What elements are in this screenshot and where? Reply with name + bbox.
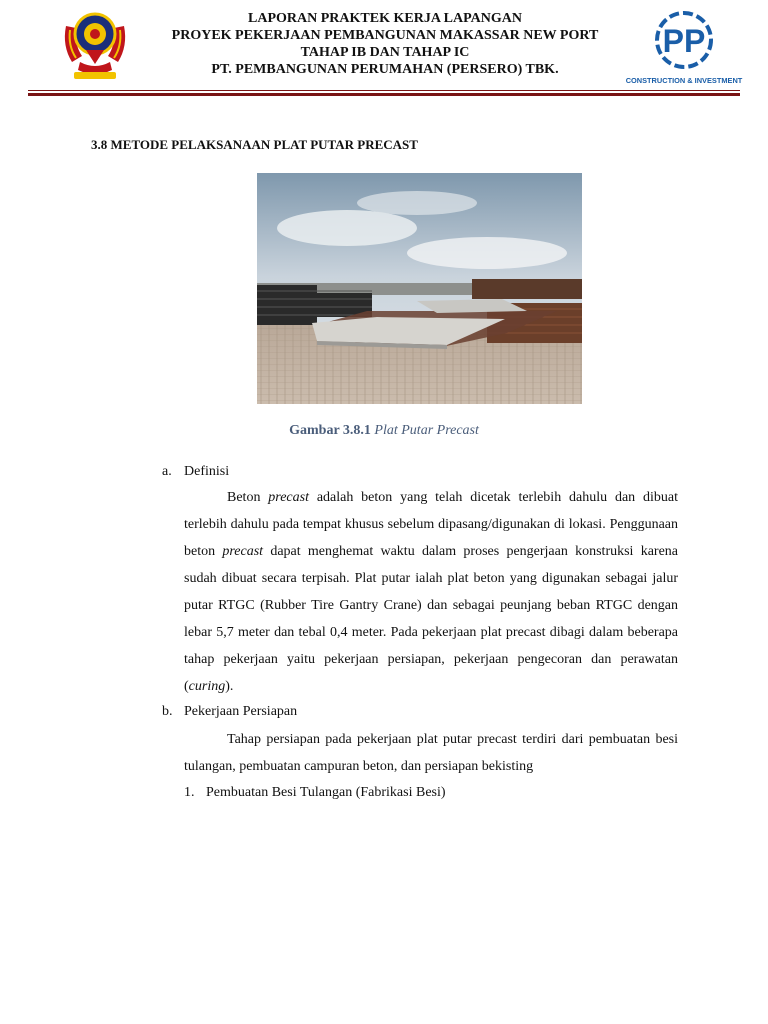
header-line: TAHAP IB DAN TAHAP IC bbox=[300, 45, 470, 60]
precast-slab-photo bbox=[257, 173, 582, 404]
item-heading: Definisi bbox=[184, 464, 230, 479]
header-line: PROYEK PEKERJAAN PEMBANGUNAN MAKASSAR NEW PORT bbox=[171, 28, 599, 43]
page-header bbox=[0, 0, 768, 100]
header-line: LAPORAN PRAKTEK KERJA LAPANGAN bbox=[248, 11, 522, 26]
preparation-paragraph: Tahap persiapan pada pekerjaan plat putar precast terdiri dari pembuatan besi tulangan, pembuatan campuran beton, dan persiapan bekisting bbox=[184, 732, 678, 774]
header-divider-thin bbox=[28, 90, 740, 91]
list-marker: b. bbox=[162, 704, 173, 719]
figure-caption bbox=[0, 423, 768, 439]
text-emphasis: precast bbox=[268, 490, 309, 505]
list-marker: 1. bbox=[184, 785, 195, 800]
figure-title: Plat Putar Precast bbox=[374, 423, 479, 438]
figure-number: Gambar 3.8.1 bbox=[289, 423, 371, 438]
text-run: adalah beton yang telah dicetak terlebih dahulu dan dibuat terlebih dahulu pada tempat khusus sebelum dipasang/digunakan di lokasi. Penggunaan beton bbox=[184, 490, 678, 559]
definition-paragraph bbox=[184, 484, 678, 700]
list-marker: a. bbox=[162, 464, 172, 479]
text-run: ). bbox=[225, 679, 234, 694]
text-emphasis: curing bbox=[188, 679, 226, 694]
text-emphasis: precast bbox=[222, 544, 264, 559]
header-divider-thick bbox=[28, 93, 740, 96]
text-run: dapat menghemat waktu dalam proses pengerjaan konstruksi karena sudah dibuat secara terpisah. Plat putar ialah plat beton yang digunakan sebagai jalur putar RTGC (Rubber Tire Gantry Crane) dan sebagai peunjang beban RTGC dengan lebar 5,7 meter dan tebal 0,4 meter. Pada pekerjaan plat precast dibagi dalam beberapa tahap pekerjaan yaitu pekerjaan persiapan, pekerjaan pengecoran dan perawatan ( bbox=[184, 544, 679, 694]
university-emblem-icon bbox=[60, 6, 130, 84]
sub-item-label: Pembuatan Besi Tulangan (Fabrikasi Besi) bbox=[206, 785, 446, 800]
pp-logo-caption: CONSTRUCTION & INVESTMENT bbox=[625, 76, 743, 85]
item-heading: Pekerjaan Persiapan bbox=[184, 704, 298, 719]
section-title: 3.8 METODE PELAKSANAAN PLAT PUTAR PRECAST bbox=[91, 137, 418, 152]
header-title-block bbox=[130, 10, 640, 78]
header-line: PT. PEMBANGUNAN PERUMAHAN (PERSERO) TBK. bbox=[211, 62, 559, 77]
text-run: Beton bbox=[227, 490, 269, 505]
pp-logo-text: PP bbox=[662, 23, 706, 59]
pp-logo-icon bbox=[624, 8, 744, 86]
